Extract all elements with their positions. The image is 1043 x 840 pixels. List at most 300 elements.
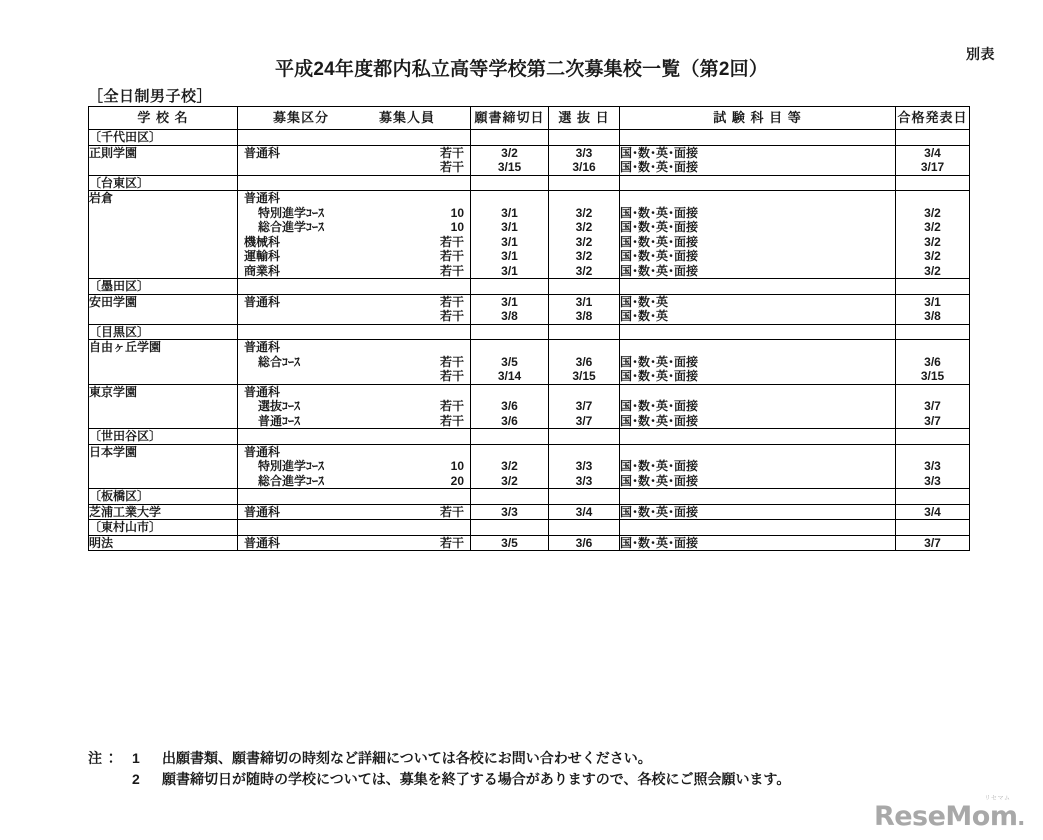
division-quota-line xyxy=(238,355,470,370)
division-label: 普通科 xyxy=(244,340,281,354)
exam-date-value: 3/6 xyxy=(575,535,593,550)
ward-spacer-exam-date xyxy=(549,279,620,295)
quota-value: 若干 xyxy=(439,160,464,174)
watermark-ruby: リセマム xyxy=(984,796,1011,802)
division-quota-list xyxy=(238,146,470,175)
quota-value: 20 xyxy=(450,473,464,488)
subjects-cell xyxy=(620,504,896,520)
ward-spacer-result xyxy=(896,324,970,340)
ward-spacer-result xyxy=(896,130,970,146)
ward-spacer-division-quota xyxy=(238,279,471,295)
division-quota-list xyxy=(238,295,470,324)
ward-spacer-subjects xyxy=(620,175,896,191)
deadline-value: 3/1 xyxy=(501,294,518,309)
subjects-value: 国･数･英･面接 xyxy=(620,145,699,160)
deadline-list xyxy=(471,445,548,489)
exam-date-value: 3/7 xyxy=(575,399,593,413)
notes-block xyxy=(88,748,968,790)
school-name: 岩倉 xyxy=(89,191,114,205)
division-quota-list xyxy=(238,445,470,489)
exam-date-value: 3/2 xyxy=(575,249,593,263)
result-list xyxy=(896,191,969,278)
result-list xyxy=(896,445,969,489)
exam-date-value: 3/1 xyxy=(575,294,593,309)
result-value: 3/4 xyxy=(924,504,941,519)
division-label: 普通科 xyxy=(244,191,281,205)
exam-date-cell xyxy=(549,535,620,551)
table-row xyxy=(89,191,970,279)
ward-spacer-deadline xyxy=(471,429,549,445)
result-value: 3/7 xyxy=(924,535,941,550)
division-quota-line xyxy=(238,235,470,250)
deadline-value: 3/6 xyxy=(501,399,518,413)
result-list xyxy=(896,536,969,551)
deadline-cell xyxy=(471,444,549,489)
ward-spacer-subjects xyxy=(620,520,896,536)
school-name: 明法 xyxy=(89,535,114,550)
subjects-value: 国･数･英･面接 xyxy=(620,504,699,519)
result-cell xyxy=(896,535,970,551)
division-quota-line xyxy=(238,249,470,264)
division-quota-list xyxy=(238,191,470,278)
column-header-subjects: 試 験 科 目 等 xyxy=(620,107,896,130)
exam-date-value: 3/8 xyxy=(575,309,593,323)
subjects-value: 国･数･英･面接 xyxy=(620,205,699,220)
quota-value: 若干 xyxy=(439,354,464,369)
exam-date-value: 3/4 xyxy=(575,504,593,519)
division-quota-line xyxy=(238,399,470,414)
division-quota-line xyxy=(238,309,470,324)
ward-spacer-result xyxy=(896,489,970,505)
column-header-deadline: 願書締切日 xyxy=(471,107,549,130)
deadline-list xyxy=(471,505,548,520)
appendix-label: 別表 xyxy=(966,46,995,62)
quota-value: 若干 xyxy=(439,504,464,519)
result-value: 3/7 xyxy=(924,413,941,428)
exam-date-value: 3/15 xyxy=(572,369,596,383)
exam-date-list xyxy=(549,505,619,520)
ward-spacer-division-quota xyxy=(238,429,471,445)
ward-spacer-deadline xyxy=(471,520,549,536)
subjects-value: 国･数･英･面接 xyxy=(620,249,699,263)
ward-cell xyxy=(89,520,238,536)
subjects-cell xyxy=(620,191,896,279)
division-quota-line xyxy=(238,264,470,279)
ward-spacer-subjects xyxy=(620,429,896,445)
exam-date-cell xyxy=(549,444,620,489)
column-header-school: 学 校 名 xyxy=(89,107,238,130)
note-text: 願書締切日が随時の学校については、募集を終了する場合がありますので、各校にご照会願います。 xyxy=(162,771,791,787)
division-quota-line xyxy=(238,536,470,551)
result-cell xyxy=(896,145,970,175)
subjects-value: 国･数･英･面接 xyxy=(620,263,699,278)
subjects-cell xyxy=(620,444,896,489)
result-value: 3/17 xyxy=(920,160,945,174)
result-value: 3/8 xyxy=(924,309,941,323)
subjects-list xyxy=(620,340,895,384)
subjects-list xyxy=(620,536,895,551)
note-text: 出願書類、願書締切の時刻など詳細については各校にお問い合わせください。 xyxy=(162,750,652,766)
ward-label: 〔目黒区〕 xyxy=(89,324,150,339)
division-label: 機械科 xyxy=(244,234,281,249)
ward-spacer-exam-date xyxy=(549,520,620,536)
subjects-value: 国･数･英･面接 xyxy=(620,220,699,234)
result-value: 3/4 xyxy=(924,145,941,160)
table-row xyxy=(89,384,970,429)
quota-value: 若干 xyxy=(439,234,464,249)
ward-cell xyxy=(89,489,238,505)
division-quota-list xyxy=(238,385,470,429)
quota-value: 若干 xyxy=(439,369,464,383)
deadline-list xyxy=(471,536,548,551)
result-cell xyxy=(896,191,970,279)
division-label: 普通ｺｰｽ xyxy=(258,413,301,428)
schedule-table xyxy=(88,106,970,551)
result-value: 3/2 xyxy=(924,263,941,278)
table-row xyxy=(89,535,970,551)
ward-spacer-subjects xyxy=(620,279,896,295)
subjects-value: 国･数･英･面接 xyxy=(620,459,699,473)
ward-label: 〔千代田区〕 xyxy=(89,130,162,144)
ward-label: 〔板橋区〕 xyxy=(89,489,150,503)
deadline-value: 3/2 xyxy=(501,145,518,160)
table-row xyxy=(89,504,970,520)
division-label xyxy=(238,369,440,384)
exam-date-list xyxy=(549,536,619,551)
ward-cell xyxy=(89,429,238,445)
school-name: 東京学園 xyxy=(89,384,138,399)
division-label: 特別進学ｺｰｽ xyxy=(258,459,325,473)
division-label: 普通科 xyxy=(244,145,281,160)
result-cell xyxy=(896,384,970,429)
quota-value xyxy=(461,340,470,355)
ward-spacer-exam-date xyxy=(549,429,620,445)
ward-spacer-deadline xyxy=(471,175,549,191)
division-quota-list xyxy=(238,505,470,520)
division-quota-line xyxy=(238,206,470,221)
deadline-cell xyxy=(471,384,549,429)
school-name: 安田学園 xyxy=(89,294,138,309)
ward-spacer-result xyxy=(896,279,970,295)
ward-label: 〔世田谷区〕 xyxy=(89,429,162,443)
exam-date-value: 3/3 xyxy=(575,459,593,473)
deadline-list xyxy=(471,295,548,324)
ward-cell xyxy=(89,175,238,191)
division-label: 普通科 xyxy=(244,444,281,459)
exam-date-cell xyxy=(549,504,620,520)
deadline-value: 3/1 xyxy=(501,205,518,220)
school-name-cell xyxy=(89,535,238,551)
note-row xyxy=(88,748,968,769)
deadline-value: 3/6 xyxy=(501,413,518,428)
deadline-value: 3/3 xyxy=(501,504,518,519)
result-value: 3/7 xyxy=(924,399,941,413)
table-header-row xyxy=(89,107,970,130)
ward-row xyxy=(89,489,970,505)
ward-spacer-subjects xyxy=(620,130,896,146)
quota-value: 若干 xyxy=(439,249,464,263)
schedule-table-container xyxy=(88,106,968,551)
school-name-cell xyxy=(89,384,238,429)
ward-row xyxy=(89,324,970,340)
table-header xyxy=(89,107,970,130)
school-name-cell xyxy=(89,145,238,175)
division-quota-cell xyxy=(238,145,471,175)
division-quota-line xyxy=(238,369,470,384)
exam-date-value: 3/2 xyxy=(575,205,593,220)
note-row xyxy=(88,769,968,790)
ward-spacer-exam-date xyxy=(549,324,620,340)
ward-row xyxy=(89,279,970,295)
quota-value: 若干 xyxy=(439,413,464,428)
subjects-value: 国･数･英 xyxy=(620,294,669,309)
division-label: 商業科 xyxy=(244,263,281,278)
exam-date-value: 3/2 xyxy=(575,234,593,249)
quota-value: 若干 xyxy=(439,399,464,413)
subjects-list xyxy=(620,505,895,520)
ward-spacer-exam-date xyxy=(549,130,620,146)
division-quota-line xyxy=(238,505,470,520)
quota-value: 若干 xyxy=(439,263,464,278)
ward-spacer-exam-date xyxy=(549,489,620,505)
ward-spacer-division-quota xyxy=(238,489,471,505)
exam-date-cell xyxy=(549,384,620,429)
exam-date-cell xyxy=(549,145,620,175)
ward-spacer-division-quota xyxy=(238,324,471,340)
column-header-division-quota xyxy=(238,107,471,130)
exam-date-value: 3/2 xyxy=(575,263,593,278)
column-header-exam-date: 選 抜 日 xyxy=(549,107,620,130)
deadline-cell xyxy=(471,294,549,324)
division-quota-line xyxy=(238,295,470,310)
deadline-value: 3/5 xyxy=(501,535,518,550)
exam-date-list xyxy=(549,146,619,175)
ward-spacer-result xyxy=(896,520,970,536)
division-quota-cell xyxy=(238,504,471,520)
subjects-value: 国･数･英 xyxy=(620,309,669,323)
exam-date-value: 3/16 xyxy=(572,160,596,174)
division-quota-cell xyxy=(238,191,471,279)
page-title: 平成24年度都内私立高等学校第二次募集校一覧（第2回） xyxy=(274,59,769,80)
ward-spacer-deadline xyxy=(471,324,549,340)
school-name: 正則学園 xyxy=(89,145,138,160)
quota-value: 10 xyxy=(450,205,464,220)
exam-date-cell xyxy=(549,294,620,324)
ward-spacer-result xyxy=(896,429,970,445)
school-name-cell xyxy=(89,294,238,324)
deadline-list xyxy=(471,146,548,175)
deadline-value: 3/15 xyxy=(497,160,522,174)
division-quota-line xyxy=(238,474,470,489)
ward-spacer-deadline xyxy=(471,130,549,146)
result-value: 3/2 xyxy=(924,220,941,234)
result-value: 3/2 xyxy=(924,205,941,220)
subjects-cell xyxy=(620,145,896,175)
notes-label: 注： xyxy=(88,750,120,766)
resemom-watermark xyxy=(873,796,1025,832)
ward-spacer-deadline xyxy=(471,279,549,295)
division-label: 総合ｺｰｽ xyxy=(258,354,301,369)
ward-spacer-result xyxy=(896,175,970,191)
division-quota-cell xyxy=(238,444,471,489)
watermark-dot: . xyxy=(1017,801,1025,831)
result-cell xyxy=(896,444,970,489)
deadline-value: 3/1 xyxy=(501,249,518,263)
ward-spacer-division-quota xyxy=(238,520,471,536)
division-label xyxy=(238,309,440,324)
ward-spacer-subjects xyxy=(620,324,896,340)
deadline-value: 3/1 xyxy=(501,263,518,278)
exam-date-value: 3/7 xyxy=(575,413,593,428)
quota-value xyxy=(461,445,470,460)
ward-row xyxy=(89,175,970,191)
subjects-cell xyxy=(620,384,896,429)
division-label: 運輸科 xyxy=(244,249,281,263)
result-value: 3/3 xyxy=(924,473,941,488)
subjects-cell xyxy=(620,535,896,551)
table-row xyxy=(89,340,970,385)
quota-value: 10 xyxy=(450,220,464,234)
exam-date-list xyxy=(549,445,619,489)
division-quota-line xyxy=(238,191,470,206)
result-list xyxy=(896,146,969,175)
table-row xyxy=(89,145,970,175)
division-quota-line xyxy=(238,340,470,355)
deadline-value: 3/8 xyxy=(501,309,518,323)
deadline-list xyxy=(471,385,548,429)
division-label: 普通科 xyxy=(244,294,281,309)
exam-date-list xyxy=(549,385,619,429)
result-value: 3/2 xyxy=(924,234,941,249)
division-quota-line xyxy=(238,220,470,235)
ward-cell xyxy=(89,324,238,340)
result-value: 3/2 xyxy=(924,249,941,263)
quota-value xyxy=(461,385,470,400)
exam-date-value: 3/3 xyxy=(575,473,593,488)
result-value: 3/6 xyxy=(924,354,941,369)
division-label: 普通科 xyxy=(244,535,281,550)
subjects-list xyxy=(620,191,895,278)
division-label: 普通科 xyxy=(244,504,281,519)
quota-value xyxy=(461,191,470,206)
school-name-cell xyxy=(89,444,238,489)
column-header-quota: 募集人員 xyxy=(378,110,435,125)
result-list xyxy=(896,505,969,520)
division-quota-line xyxy=(238,160,470,175)
table-row xyxy=(89,444,970,489)
quota-value: 若干 xyxy=(439,145,464,160)
deadline-value: 3/2 xyxy=(501,473,518,488)
subjects-list xyxy=(620,385,895,429)
subjects-value: 国･数･英･面接 xyxy=(620,473,699,488)
school-name-cell xyxy=(89,504,238,520)
school-name-cell xyxy=(89,340,238,385)
division-quota-cell xyxy=(238,340,471,385)
ward-cell xyxy=(89,279,238,295)
exam-date-value: 3/3 xyxy=(575,145,593,160)
ward-spacer-division-quota xyxy=(238,130,471,146)
division-quota-cell xyxy=(238,535,471,551)
ward-spacer-subjects xyxy=(620,489,896,505)
deadline-value: 3/1 xyxy=(501,220,518,234)
ward-spacer-deadline xyxy=(471,489,549,505)
division-quota-line xyxy=(238,459,470,474)
subjects-cell xyxy=(620,294,896,324)
division-quota-line xyxy=(238,146,470,161)
subjects-value: 国･数･英･面接 xyxy=(620,399,699,413)
division-label: 選抜ｺｰｽ xyxy=(258,399,301,413)
subjects-cell xyxy=(620,340,896,385)
note-number: 2 xyxy=(132,771,140,787)
exam-date-cell xyxy=(549,191,620,279)
quota-value: 若干 xyxy=(439,294,464,309)
deadline-value: 3/2 xyxy=(501,459,518,473)
quota-value: 10 xyxy=(450,459,464,473)
subjects-value: 国･数･英･面接 xyxy=(620,535,699,550)
deadline-value: 3/5 xyxy=(501,354,518,369)
exam-date-value: 3/2 xyxy=(575,220,593,234)
result-value: 3/3 xyxy=(924,459,941,473)
deadline-value: 3/14 xyxy=(497,369,522,383)
exam-date-cell xyxy=(549,340,620,385)
subjects-list xyxy=(620,295,895,324)
result-list xyxy=(896,295,969,324)
subjects-list xyxy=(620,445,895,489)
ward-spacer-division-quota xyxy=(238,175,471,191)
division-quota-line xyxy=(238,445,470,460)
note-number: 1 xyxy=(132,750,140,766)
division-label: 普通科 xyxy=(244,384,281,399)
ward-row xyxy=(89,429,970,445)
table-row xyxy=(89,294,970,324)
subjects-value: 国･数･英･面接 xyxy=(620,234,699,249)
division-label: 総合進学ｺｰｽ xyxy=(258,220,325,234)
division-quota-list xyxy=(238,340,470,384)
ward-row xyxy=(89,520,970,536)
deadline-cell xyxy=(471,145,549,175)
exam-date-list xyxy=(549,295,619,324)
table-body xyxy=(89,130,970,551)
section-label: ［全日制男子校］ xyxy=(88,88,213,105)
ward-label: 〔東村山市〕 xyxy=(89,520,162,534)
subjects-value: 国･数･英･面接 xyxy=(620,413,699,428)
deadline-list xyxy=(471,340,548,384)
ward-label: 〔墨田区〕 xyxy=(89,279,150,293)
ward-spacer-exam-date xyxy=(549,175,620,191)
subjects-list xyxy=(620,146,895,175)
division-quota-line xyxy=(238,385,470,400)
division-quota-list xyxy=(238,536,470,551)
result-cell xyxy=(896,504,970,520)
column-header-division: 募集区分 xyxy=(272,110,329,125)
school-name: 芝浦工業大学 xyxy=(89,504,162,519)
division-label: 総合進学ｺｰｽ xyxy=(258,473,325,488)
school-name: 自由ヶ丘学園 xyxy=(89,340,162,354)
school-name-cell xyxy=(89,191,238,279)
quota-value: 若干 xyxy=(439,309,464,323)
deadline-cell xyxy=(471,535,549,551)
result-cell xyxy=(896,294,970,324)
quota-value: 若干 xyxy=(439,535,464,550)
ward-label: 〔台東区〕 xyxy=(89,175,150,190)
deadline-list xyxy=(471,191,548,278)
division-quota-cell xyxy=(238,384,471,429)
deadline-cell xyxy=(471,504,549,520)
subjects-value: 国･数･英･面接 xyxy=(620,369,699,383)
division-quota-line xyxy=(238,414,470,429)
subjects-value: 国･数･英･面接 xyxy=(620,160,699,174)
watermark-text: ReseMom xyxy=(873,801,1018,832)
